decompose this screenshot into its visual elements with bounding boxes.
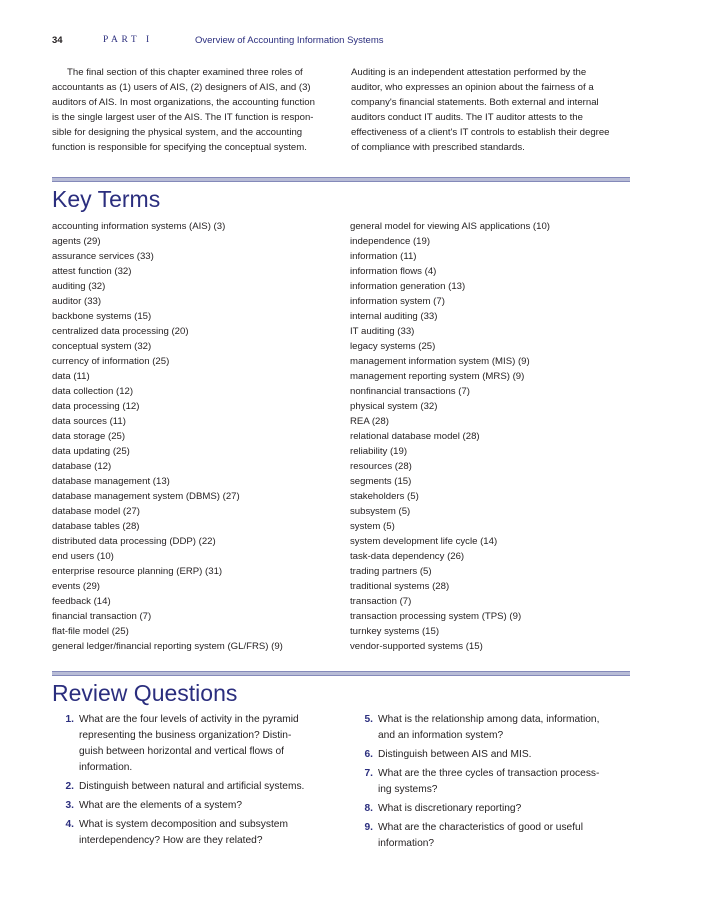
question-text-line: What is the relationship among data, information, <box>378 714 600 725</box>
part-label: PART I <box>103 35 153 45</box>
key-terms-column-left <box>52 219 342 654</box>
question-text-line: What are the three cycles of transaction process- <box>378 768 600 779</box>
key-term: reliability (19) <box>350 446 408 457</box>
key-term: information system (7) <box>350 296 445 307</box>
review-question <box>351 801 632 817</box>
key-term: management reporting system (MRS) (9) <box>350 371 525 382</box>
question-text-line: guish between horizontal and vertical flows of <box>79 746 284 757</box>
section-divider <box>52 671 630 676</box>
key-term: centralized data processing (20) <box>52 326 189 337</box>
question-text-line: ing systems? <box>378 784 438 795</box>
key-term: information generation (13) <box>350 281 466 292</box>
key-term: information flows (4) <box>350 266 437 277</box>
page-number: 34 <box>52 35 63 46</box>
review-question <box>52 712 342 776</box>
key-term: auditor (33) <box>52 296 102 307</box>
key-term: auditing (32) <box>52 281 106 292</box>
summary-line: company's financial statements. Both external and internal <box>351 97 599 109</box>
question-number: 7. <box>364 768 373 779</box>
question-text-line: What are the characteristics of good or useful <box>378 822 583 833</box>
key-term: traditional systems (28) <box>350 581 450 592</box>
key-term: general ledger/financial reporting system (GL/FRS) (9) <box>52 641 283 652</box>
key-term: agents (29) <box>52 236 101 247</box>
question-number: 8. <box>364 803 373 814</box>
review-questions-heading: Review Questions <box>52 680 238 706</box>
chapter-title: Overview of Accounting Information Systems <box>195 35 384 46</box>
key-term: accounting information systems (AIS) (3) <box>52 221 226 232</box>
review-question <box>351 820 632 852</box>
key-term: feedback (14) <box>52 596 111 607</box>
review-question <box>351 747 632 763</box>
key-terms-column-right <box>350 219 632 654</box>
key-term: assurance services (33) <box>52 251 154 262</box>
key-term: attest function (32) <box>52 266 132 277</box>
review-questions-column-left <box>52 712 342 852</box>
key-term: transaction (7) <box>350 596 412 607</box>
summary-line: auditors of AIS. In most organizations, the accounting function <box>52 97 315 109</box>
summary-column-right <box>351 65 632 156</box>
key-term: management information system (MIS) (9) <box>350 356 530 367</box>
question-number: 6. <box>364 749 373 760</box>
question-text-line: information? <box>378 838 435 849</box>
question-text-line: Distinguish between natural and artificial systems. <box>79 781 305 792</box>
key-term: database management system (DBMS) (27) <box>52 491 240 502</box>
review-question <box>351 766 632 798</box>
question-text-line: representing the business organization? Distin- <box>79 730 292 741</box>
review-question <box>52 817 342 849</box>
key-term: database model (27) <box>52 506 140 517</box>
key-terms-heading: Key Terms <box>52 186 161 212</box>
key-term: conceptual system (32) <box>52 341 152 352</box>
question-text-line: Distinguish between AIS and MIS. <box>378 749 532 760</box>
question-number: 9. <box>364 822 373 833</box>
key-term: relational database model (28) <box>350 431 480 442</box>
key-term: data updating (25) <box>52 446 130 457</box>
review-questions-column-right <box>351 712 632 855</box>
question-text-line: information. <box>79 762 133 773</box>
summary-line: effectiveness of a client's IT controls to establish their degree <box>351 127 610 139</box>
key-term: data (11) <box>52 371 90 382</box>
key-term: data sources (11) <box>52 416 126 427</box>
key-term: database (12) <box>52 461 112 472</box>
key-term: physical system (32) <box>350 401 438 412</box>
summary-line: auditors conduct IT audits. The IT auditor attests to the <box>351 112 583 124</box>
summary-line: auditor, who expresses an opinion about the fairness of a <box>351 82 594 94</box>
key-term: vendor-supported systems (15) <box>350 641 483 652</box>
summary-column-left <box>52 65 333 156</box>
key-term: end users (10) <box>52 551 114 562</box>
key-term: database tables (28) <box>52 521 140 532</box>
question-text-line: interdependency? How are they related? <box>79 835 263 846</box>
running-head <box>52 35 632 49</box>
key-term: task-data dependency (26) <box>350 551 465 562</box>
key-term: backbone systems (15) <box>52 311 152 322</box>
question-text-line: What is discretionary reporting? <box>378 803 522 814</box>
summary-line: accountants as (1) users of AIS, (2) designers of AIS, and (3) <box>52 82 311 94</box>
key-term: data storage (25) <box>52 431 126 442</box>
question-text-line: and an information system? <box>378 730 504 741</box>
question-text-line: What are the elements of a system? <box>79 800 243 811</box>
question-text-line: What is system decomposition and subsystem <box>79 819 288 830</box>
summary-line: of compliance with prescribed standards. <box>351 142 525 154</box>
key-term: nonfinancial transactions (7) <box>350 386 470 397</box>
key-term: database management (13) <box>52 476 170 487</box>
key-term: system (5) <box>350 521 395 532</box>
key-term: independence (19) <box>350 236 431 247</box>
key-term: data processing (12) <box>52 401 140 412</box>
key-term: legacy systems (25) <box>350 341 436 352</box>
key-term: currency of information (25) <box>52 356 170 367</box>
key-term: information (11) <box>350 251 417 262</box>
question-number: 4. <box>65 819 74 830</box>
key-term: transaction processing system (TPS) (9) <box>350 611 522 622</box>
key-term: IT auditing (33) <box>350 326 415 337</box>
key-term: internal auditing (33) <box>350 311 438 322</box>
key-term: events (29) <box>52 581 100 592</box>
question-number: 2. <box>65 781 74 792</box>
question-number: 3. <box>65 800 74 811</box>
key-term: financial transaction (7) <box>52 611 152 622</box>
section-divider <box>52 177 630 182</box>
summary-line: function is responsible for specifying the conceptual system. <box>52 142 307 154</box>
key-term: enterprise resource planning (ERP) (31) <box>52 566 223 577</box>
key-term: system development life cycle (14) <box>350 536 498 547</box>
key-term: distributed data processing (DDP) (22) <box>52 536 216 547</box>
summary-line: sible for designing the physical system, and the accounting <box>52 127 303 139</box>
key-term: turnkey systems (15) <box>350 626 440 637</box>
review-question <box>52 779 342 795</box>
key-term: resources (28) <box>350 461 412 472</box>
key-term: segments (15) <box>350 476 412 487</box>
question-number: 5. <box>364 714 373 725</box>
question-number: 1. <box>65 714 74 725</box>
summary-line: is the single largest user of the AIS. The IT function is respon- <box>52 112 314 124</box>
key-term: stakeholders (5) <box>350 491 419 502</box>
review-question <box>351 712 632 744</box>
key-term: subsystem (5) <box>350 506 411 517</box>
key-term: flat-file model (25) <box>52 626 129 637</box>
summary-line: The final section of this chapter examined three roles of <box>67 67 303 78</box>
key-term: trading partners (5) <box>350 566 432 577</box>
question-text-line: What are the four levels of activity in the pyramid <box>79 714 299 725</box>
review-question <box>52 798 342 814</box>
key-term: REA (28) <box>350 416 389 427</box>
summary-line: Auditing is an independent attestation performed by the <box>351 67 587 78</box>
key-term: data collection (12) <box>52 386 134 397</box>
key-term: general model for viewing AIS applications (10) <box>350 221 550 232</box>
